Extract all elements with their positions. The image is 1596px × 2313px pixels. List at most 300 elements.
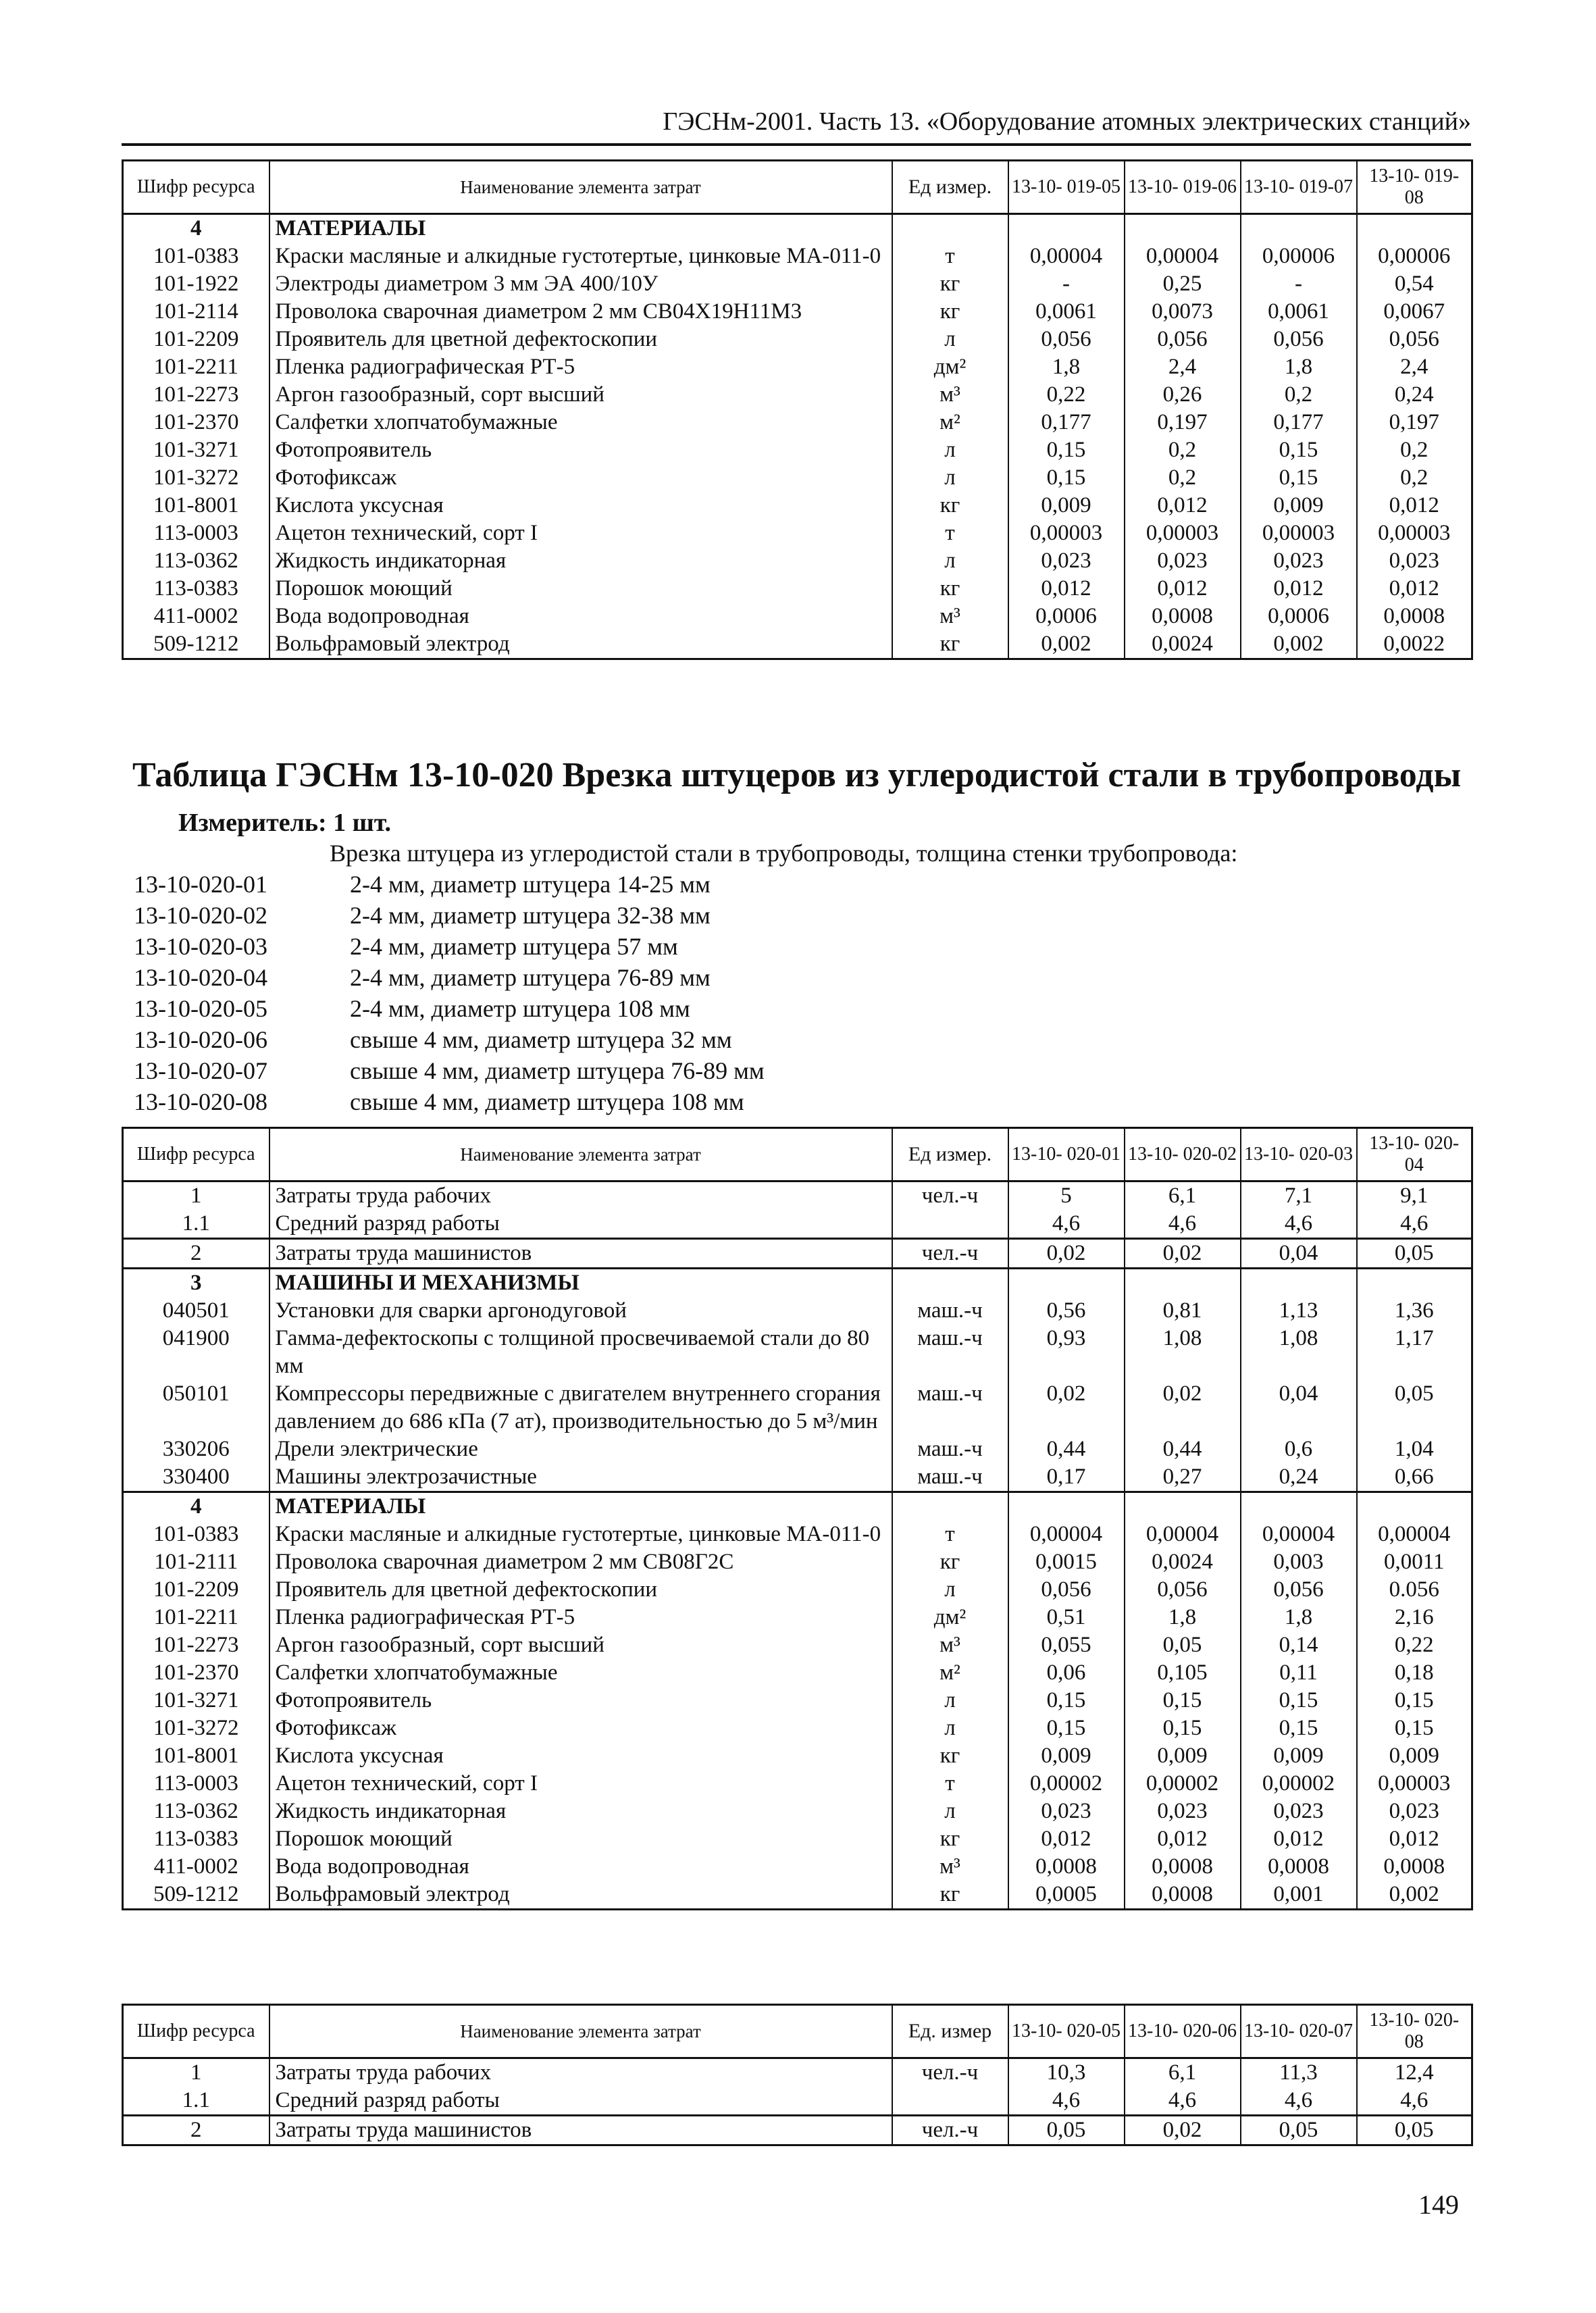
cell-unit — [892, 2087, 1008, 2116]
cell-name: Кислота уксусная — [269, 492, 892, 519]
cell-value-c1: 0,056 — [1008, 1576, 1125, 1604]
resource-table-020-b — [122, 2004, 1473, 2146]
cell-value-c3: 0,15 — [1241, 464, 1357, 492]
cell-value-c2: 0,00004 — [1125, 243, 1241, 270]
col-header-unit: Ед измер. — [892, 161, 1008, 214]
cell-value-c4: 0,18 — [1357, 1659, 1472, 1687]
cell-code: 101-8001 — [123, 1742, 269, 1770]
cell-name: Салфетки хлопчатобумажные — [269, 409, 892, 436]
cell-code: 1.1 — [123, 2087, 269, 2116]
cell-code: 411-0002 — [123, 1853, 269, 1881]
cell-value-c2: 4,6 — [1125, 2087, 1241, 2116]
cell-unit: чел.-ч — [892, 2058, 1008, 2087]
section-intro: Врезка штуцера из углеродистой стали в трубопроводы, толщина стенки трубопровода: — [330, 840, 1238, 867]
cell-value-c2: 0,2 — [1125, 436, 1241, 464]
variant-code: 13-10-020-06 — [134, 1026, 267, 1053]
cell-value-c1: 0,177 — [1008, 409, 1125, 436]
cell-unit: м³ — [892, 603, 1008, 630]
cell-unit: маш.-ч — [892, 1435, 1008, 1463]
cell-name: Порошок моющий — [269, 575, 892, 603]
table-row — [123, 1659, 1472, 1687]
cell-value-c4: 0,023 — [1357, 1798, 1472, 1825]
cell-unit: маш.-ч — [892, 1297, 1008, 1325]
cell-code: 101-2370 — [123, 409, 269, 436]
variant-code: 13-10-020-03 — [134, 933, 267, 960]
col-header-c3: 13-10- 020-07 — [1241, 2005, 1357, 2058]
cell-code: 2 — [123, 2116, 269, 2145]
cell-value-c3: 0,00004 — [1241, 1521, 1357, 1548]
cell-value-c1 — [1008, 214, 1125, 243]
cell-value-c3: 1,08 — [1241, 1325, 1357, 1380]
col-header-c4: 13-10- 020-04 — [1357, 1128, 1472, 1181]
cell-value-c4: 9,1 — [1357, 1181, 1472, 1211]
cell-code: 101-2111 — [123, 1548, 269, 1576]
cell-name: Вода водопроводная — [269, 1853, 892, 1881]
cell-value-c2: 4,6 — [1125, 1210, 1241, 1239]
cell-unit: л — [892, 1714, 1008, 1742]
cell-unit: кг — [892, 298, 1008, 326]
cell-name: Дрели электрические — [269, 1435, 892, 1463]
col-header-c2: 13-10- 019-06 — [1125, 161, 1241, 214]
cell-value-c1: 0,023 — [1008, 1798, 1125, 1825]
cell-unit: м³ — [892, 1631, 1008, 1659]
col-header-name: Наименование элемента затрат — [269, 161, 892, 214]
cell-value-c4: 0,00003 — [1357, 519, 1472, 547]
table-row — [123, 1798, 1472, 1825]
cell-value-c2: 0,0024 — [1125, 1548, 1241, 1576]
cell-code: 101-0383 — [123, 1521, 269, 1548]
table-row — [123, 1881, 1472, 1910]
cell-code: 101-2273 — [123, 381, 269, 409]
variant-desc: 2-4 мм, диаметр штуцера 108 мм — [350, 995, 690, 1022]
cell-value-c2: 0,0024 — [1125, 630, 1241, 659]
cell-value-c3: 0,003 — [1241, 1548, 1357, 1576]
cell-value-c4: 0.056 — [1357, 1576, 1472, 1604]
cell-code: 101-2114 — [123, 298, 269, 326]
col-header-c3: 13-10- 019-07 — [1241, 161, 1357, 214]
cell-value-c4: 0,0067 — [1357, 298, 1472, 326]
table-row — [123, 492, 1472, 519]
cell-value-c4 — [1357, 1492, 1472, 1521]
cell-value-c1: 0,056 — [1008, 326, 1125, 353]
cell-value-c3: 0,04 — [1241, 1239, 1357, 1269]
table-row — [123, 214, 1472, 243]
col-header-c2: 13-10- 020-02 — [1125, 1128, 1241, 1181]
cell-value-c1: 0,15 — [1008, 1687, 1125, 1714]
cell-value-c1 — [1008, 1269, 1125, 1298]
cell-value-c4: 0,15 — [1357, 1687, 1472, 1714]
cell-value-c4: 0,0008 — [1357, 1853, 1472, 1881]
table-header-row — [123, 2005, 1472, 2058]
cell-value-c3: 0,24 — [1241, 1463, 1357, 1492]
variant-code: 13-10-020-07 — [134, 1057, 267, 1084]
cell-value-c3: 0,0061 — [1241, 298, 1357, 326]
cell-unit: чел.-ч — [892, 1239, 1008, 1269]
cell-value-c3: 0,009 — [1241, 1742, 1357, 1770]
cell-value-c4: 0,00004 — [1357, 1521, 1472, 1548]
cell-name: Жидкость индикаторная — [269, 547, 892, 575]
table-row — [123, 630, 1472, 659]
cell-value-c3: 0,11 — [1241, 1659, 1357, 1687]
cell-value-c3: 0,00006 — [1241, 243, 1357, 270]
table-row — [123, 1492, 1472, 1521]
cell-value-c3: 0,0006 — [1241, 603, 1357, 630]
col-header-c1: 13-10- 019-05 — [1008, 161, 1125, 214]
cell-value-c3: 0,009 — [1241, 492, 1357, 519]
cell-value-c4: 0,05 — [1357, 2116, 1472, 2145]
table-row — [123, 2058, 1472, 2087]
col-header-c2: 13-10- 020-06 — [1125, 2005, 1241, 2058]
cell-value-c4: 0,05 — [1357, 1380, 1472, 1435]
cell-value-c2 — [1125, 214, 1241, 243]
table-row — [123, 1463, 1472, 1492]
cell-value-c1: 0,002 — [1008, 630, 1125, 659]
cell-code: 330206 — [123, 1435, 269, 1463]
cell-unit: кг — [892, 492, 1008, 519]
cell-value-c3 — [1241, 214, 1357, 243]
variant-code: 13-10-020-01 — [134, 871, 267, 898]
cell-unit: кг — [892, 1548, 1008, 1576]
cell-name: Порошок моющий — [269, 1825, 892, 1853]
cell-value-c1: 4,6 — [1008, 1210, 1125, 1239]
cell-value-c1: 0,00002 — [1008, 1770, 1125, 1798]
cell-value-c4: 1,17 — [1357, 1325, 1472, 1380]
cell-value-c2: 0,02 — [1125, 2116, 1241, 2145]
cell-value-c1: 0,012 — [1008, 575, 1125, 603]
table-header-row — [123, 161, 1472, 214]
cell-value-c3: 0,012 — [1241, 575, 1357, 603]
cell-code: 101-2211 — [123, 353, 269, 381]
variant-desc: 2-4 мм, диаметр штуцера 32-38 мм — [350, 902, 711, 929]
table-row — [123, 243, 1472, 270]
col-header-c3: 13-10- 020-03 — [1241, 1128, 1357, 1181]
cell-value-c2: 0,81 — [1125, 1297, 1241, 1325]
cell-value-c4: 0,22 — [1357, 1631, 1472, 1659]
cell-value-c1: 0,15 — [1008, 1714, 1125, 1742]
cell-value-c1: 5 — [1008, 1181, 1125, 1211]
table-row — [123, 1325, 1472, 1380]
cell-value-c2: 0,056 — [1125, 326, 1241, 353]
table-row — [123, 1181, 1472, 1211]
cell-value-c1: 0,15 — [1008, 464, 1125, 492]
cell-value-c3: 0,00003 — [1241, 519, 1357, 547]
cell-unit: л — [892, 464, 1008, 492]
cell-value-c4: 0,2 — [1357, 436, 1472, 464]
table-row — [123, 381, 1472, 409]
variant-desc: свыше 4 мм, диаметр штуцера 108 мм — [350, 1088, 744, 1115]
variant-code: 13-10-020-04 — [134, 964, 267, 991]
cell-code: 101-3272 — [123, 464, 269, 492]
cell-value-c1: 0,05 — [1008, 2116, 1125, 2145]
cell-value-c2: 0,0008 — [1125, 1881, 1241, 1910]
cell-value-c2: 0,105 — [1125, 1659, 1241, 1687]
cell-value-c3: 0,0008 — [1241, 1853, 1357, 1881]
cell-value-c2: 0,056 — [1125, 1576, 1241, 1604]
cell-value-c2 — [1125, 1269, 1241, 1298]
table-row — [123, 547, 1472, 575]
col-header-unit: Ед измер. — [892, 1128, 1008, 1181]
table-row — [123, 2116, 1472, 2145]
cell-unit: дм² — [892, 353, 1008, 381]
cell-value-c4: 2,4 — [1357, 353, 1472, 381]
section-title: Таблица ГЭСНм 13-10-020 Врезка штуцеров из углеродистой стали в трубопроводы — [132, 756, 1462, 794]
cell-unit: маш.-ч — [892, 1325, 1008, 1380]
cell-unit: л — [892, 1798, 1008, 1825]
cell-value-c3: 0,04 — [1241, 1380, 1357, 1435]
cell-name: Жидкость индикаторная — [269, 1798, 892, 1825]
variant-desc: 2-4 мм, диаметр штуцера 14-25 мм — [350, 871, 711, 898]
cell-value-c1: 0,44 — [1008, 1435, 1125, 1463]
cell-value-c4: 0,012 — [1357, 1825, 1472, 1853]
table-row — [123, 409, 1472, 436]
cell-value-c2 — [1125, 1492, 1241, 1521]
cell-value-c3: 4,6 — [1241, 1210, 1357, 1239]
cell-value-c1: 0,009 — [1008, 492, 1125, 519]
table-row — [123, 519, 1472, 547]
cell-unit: кг — [892, 1825, 1008, 1853]
cell-value-c2: 0,02 — [1125, 1380, 1241, 1435]
cell-value-c4: 2,16 — [1357, 1604, 1472, 1631]
cell-unit: л — [892, 326, 1008, 353]
table-row — [123, 464, 1472, 492]
cell-value-c4: 0,0022 — [1357, 630, 1472, 659]
cell-value-c2: 0,0008 — [1125, 603, 1241, 630]
col-header-name: Наименование элемента затрат — [269, 2005, 892, 2058]
cell-value-c4: 0,197 — [1357, 409, 1472, 436]
cell-code: 4 — [123, 1492, 269, 1521]
cell-code: 101-2211 — [123, 1604, 269, 1631]
running-header: ГЭСНм-2001. Часть 13. «Оборудование атомных электрических станций» — [122, 107, 1471, 146]
table-row — [123, 2087, 1472, 2116]
cell-unit: дм² — [892, 1604, 1008, 1631]
cell-value-c2: 0,012 — [1125, 492, 1241, 519]
cell-value-c1: 4,6 — [1008, 2087, 1125, 2116]
cell-name: Ацетон технический, сорт I — [269, 519, 892, 547]
table-header-row — [123, 1128, 1472, 1181]
cell-unit: маш.-ч — [892, 1463, 1008, 1492]
cell-unit: чел.-ч — [892, 1181, 1008, 1211]
cell-value-c2: 0,00002 — [1125, 1770, 1241, 1798]
cell-name: Проявитель для цветной дефектоскопии — [269, 1576, 892, 1604]
cell-name: Проволока сварочная диаметром 2 мм СВ04Х19Н11М3 — [269, 298, 892, 326]
cell-unit: м² — [892, 1659, 1008, 1687]
cell-value-c1: 0,15 — [1008, 436, 1125, 464]
cell-name: Компрессоры передвижные с двигателем внутреннего сгорания давлением до 686 кПа (7 ат), производительностью до 5 м³/мин — [269, 1380, 892, 1435]
cell-value-c3: 4,6 — [1241, 2087, 1357, 2116]
cell-code: 4 — [123, 214, 269, 243]
cell-value-c4: 1,36 — [1357, 1297, 1472, 1325]
cell-value-c2: 0,0008 — [1125, 1853, 1241, 1881]
cell-unit: м² — [892, 409, 1008, 436]
cell-value-c1: 0,00004 — [1008, 1521, 1125, 1548]
cell-value-c3: 0,15 — [1241, 436, 1357, 464]
page-number: 149 — [1418, 2189, 1459, 2220]
cell-value-c2: 0,023 — [1125, 1798, 1241, 1825]
table-row — [123, 1269, 1472, 1298]
cell-name: Затраты труда рабочих — [269, 2058, 892, 2087]
table-row — [123, 1548, 1472, 1576]
cell-value-c2: 0,012 — [1125, 575, 1241, 603]
cell-value-c3: 11,3 — [1241, 2058, 1357, 2087]
cell-name: МАТЕРИАЛЫ — [269, 214, 892, 243]
cell-name: Аргон газообразный, сорт высший — [269, 1631, 892, 1659]
cell-value-c4: 4,6 — [1357, 2087, 1472, 2116]
cell-value-c1: 0,06 — [1008, 1659, 1125, 1687]
cell-code: 101-3272 — [123, 1714, 269, 1742]
cell-value-c4: 0,24 — [1357, 381, 1472, 409]
cell-value-c4: 0,023 — [1357, 547, 1472, 575]
cell-value-c2: 0,02 — [1125, 1239, 1241, 1269]
cell-value-c3 — [1241, 1269, 1357, 1298]
cell-value-c1: 0,0061 — [1008, 298, 1125, 326]
cell-code: 509-1212 — [123, 1881, 269, 1910]
cell-value-c2: 0,15 — [1125, 1714, 1241, 1742]
cell-code: 113-0362 — [123, 1798, 269, 1825]
cell-name: Затраты труда машинистов — [269, 2116, 892, 2145]
cell-value-c3: 0,023 — [1241, 1798, 1357, 1825]
cell-code: 101-2370 — [123, 1659, 269, 1687]
table-row — [123, 1576, 1472, 1604]
cell-value-c1: 0,17 — [1008, 1463, 1125, 1492]
cell-name: Аргон газообразный, сорт высший — [269, 381, 892, 409]
cell-name: Затраты труда рабочих — [269, 1181, 892, 1211]
cell-name: Проволока сварочная диаметром 2 мм СВ08Г2С — [269, 1548, 892, 1576]
cell-unit: кг — [892, 1742, 1008, 1770]
table-row — [123, 1825, 1472, 1853]
table-row — [123, 1380, 1472, 1435]
cell-value-c2: 6,1 — [1125, 1181, 1241, 1211]
cell-value-c1: 0,0005 — [1008, 1881, 1125, 1910]
cell-code: 101-2209 — [123, 1576, 269, 1604]
cell-value-c1: - — [1008, 270, 1125, 298]
table-row — [123, 270, 1472, 298]
cell-value-c2: 1,08 — [1125, 1325, 1241, 1380]
cell-name: Пленка радиографическая РТ-5 — [269, 1604, 892, 1631]
cell-name: МАТЕРИАЛЫ — [269, 1492, 892, 1521]
cell-value-c4: 0,056 — [1357, 326, 1472, 353]
cell-value-c2: 6,1 — [1125, 2058, 1241, 2087]
cell-value-c1: 0,0006 — [1008, 603, 1125, 630]
cell-name: Вода водопроводная — [269, 603, 892, 630]
cell-value-c2: 0,25 — [1125, 270, 1241, 298]
variant-code: 13-10-020-05 — [134, 995, 267, 1022]
cell-value-c3: 0,2 — [1241, 381, 1357, 409]
cell-name: Электроды диаметром 3 мм ЭА 400/10У — [269, 270, 892, 298]
cell-code: 101-8001 — [123, 492, 269, 519]
table-row — [123, 1239, 1472, 1269]
cell-value-c4: 0,00006 — [1357, 243, 1472, 270]
cell-unit: т — [892, 1770, 1008, 1798]
cell-value-c1: 0,009 — [1008, 1742, 1125, 1770]
cell-value-c4: 0,009 — [1357, 1742, 1472, 1770]
table-row — [123, 1742, 1472, 1770]
cell-value-c2: 0,00003 — [1125, 519, 1241, 547]
cell-value-c3: 1,8 — [1241, 1604, 1357, 1631]
col-header-c4: 13-10- 019-08 — [1357, 161, 1472, 214]
variant-desc: 2-4 мм, диаметр штуцера 76-89 мм — [350, 964, 711, 991]
cell-code: 101-3271 — [123, 436, 269, 464]
cell-unit: чел.-ч — [892, 2116, 1008, 2145]
cell-value-c3 — [1241, 1492, 1357, 1521]
cell-name: Проявитель для цветной дефектоскопии — [269, 326, 892, 353]
cell-value-c1: 0,93 — [1008, 1325, 1125, 1380]
cell-code: 041900 — [123, 1325, 269, 1380]
cell-value-c4: 0,00003 — [1357, 1770, 1472, 1798]
variant-desc: 2-4 мм, диаметр штуцера 57 мм — [350, 933, 678, 960]
cell-value-c1: 1,8 — [1008, 353, 1125, 381]
cell-value-c2: 0,44 — [1125, 1435, 1241, 1463]
cell-value-c4: 0,002 — [1357, 1881, 1472, 1910]
cell-code: 113-0383 — [123, 1825, 269, 1853]
cell-value-c1: 0,00004 — [1008, 243, 1125, 270]
table-row — [123, 1853, 1472, 1881]
cell-value-c3: 0,177 — [1241, 409, 1357, 436]
cell-value-c4: 4,6 — [1357, 1210, 1472, 1239]
cell-name: Салфетки хлопчатобумажные — [269, 1659, 892, 1687]
cell-value-c2: 0,023 — [1125, 547, 1241, 575]
table-row — [123, 1521, 1472, 1548]
table-row — [123, 1604, 1472, 1631]
cell-value-c1 — [1008, 1492, 1125, 1521]
cell-code: 330400 — [123, 1463, 269, 1492]
cell-value-c1: 0,22 — [1008, 381, 1125, 409]
cell-value-c2: 0,197 — [1125, 409, 1241, 436]
cell-name: Фотофиксаж — [269, 464, 892, 492]
cell-value-c3: 0,056 — [1241, 1576, 1357, 1604]
cell-value-c2: 0,27 — [1125, 1463, 1241, 1492]
cell-code: 040501 — [123, 1297, 269, 1325]
cell-value-c3: 0,05 — [1241, 2116, 1357, 2145]
cell-value-c1: 0,56 — [1008, 1297, 1125, 1325]
cell-unit: л — [892, 1576, 1008, 1604]
cell-code: 2 — [123, 1239, 269, 1269]
cell-value-c2: 0,26 — [1125, 381, 1241, 409]
cell-value-c4: 0,66 — [1357, 1463, 1472, 1492]
cell-value-c1: 0,0015 — [1008, 1548, 1125, 1576]
col-header-code: Шифр ресурса — [123, 2005, 269, 2058]
cell-name: Фотофиксаж — [269, 1714, 892, 1742]
cell-unit: л — [892, 1687, 1008, 1714]
cell-value-c2: 0,15 — [1125, 1687, 1241, 1714]
cell-value-c4: 0,2 — [1357, 464, 1472, 492]
table-row — [123, 1687, 1472, 1714]
cell-value-c4: 1,04 — [1357, 1435, 1472, 1463]
table-row — [123, 1210, 1472, 1239]
cell-name: Затраты труда машинистов — [269, 1239, 892, 1269]
measure-unit: Измеритель: 1 шт. — [178, 809, 392, 837]
cell-unit — [892, 1492, 1008, 1521]
cell-code: 101-2273 — [123, 1631, 269, 1659]
cell-code: 113-0362 — [123, 547, 269, 575]
cell-unit: кг — [892, 630, 1008, 659]
col-header-unit: Ед. измер — [892, 2005, 1008, 2058]
cell-code: 509-1212 — [123, 630, 269, 659]
cell-name: Краски масляные и алкидные густотертые, цинковые МА-011-0 — [269, 1521, 892, 1548]
cell-value-c1: 0,02 — [1008, 1380, 1125, 1435]
cell-name: Кислота уксусная — [269, 1742, 892, 1770]
cell-value-c3: 0,00002 — [1241, 1770, 1357, 1798]
cell-value-c4: 0,54 — [1357, 270, 1472, 298]
cell-name: Фотопроявитель — [269, 1687, 892, 1714]
resource-table-020-a — [122, 1127, 1473, 1910]
table-row — [123, 1770, 1472, 1798]
variant-desc: свыше 4 мм, диаметр штуцера 76-89 мм — [350, 1057, 765, 1084]
cell-value-c3: 0,15 — [1241, 1714, 1357, 1742]
cell-unit: т — [892, 243, 1008, 270]
cell-name: Фотопроявитель — [269, 436, 892, 464]
cell-value-c4: 0,012 — [1357, 492, 1472, 519]
table-row — [123, 436, 1472, 464]
